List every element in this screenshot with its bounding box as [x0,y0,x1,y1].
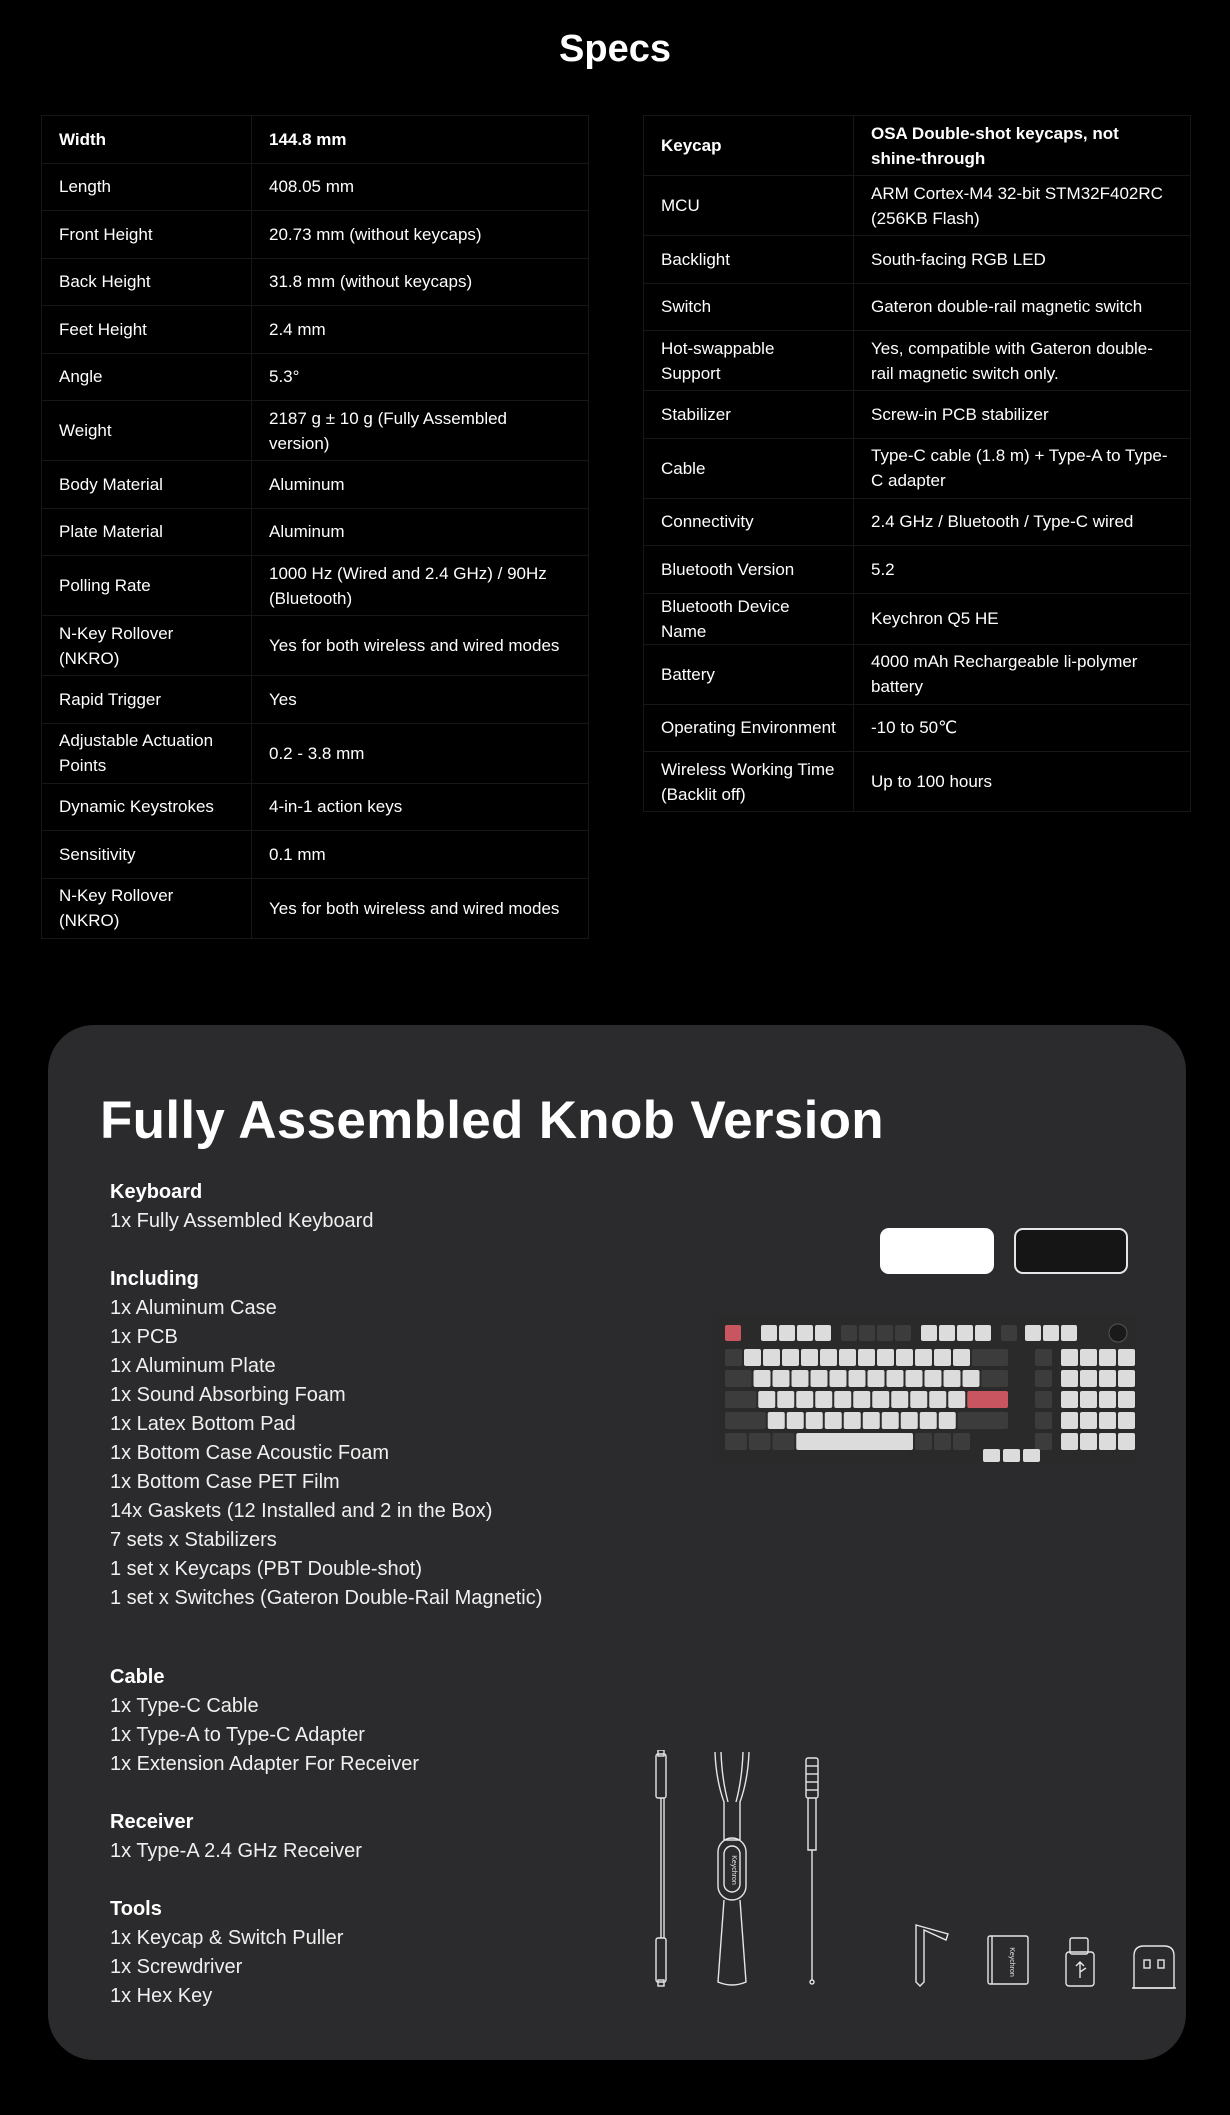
keycap [1025,1325,1041,1341]
spec-row [644,593,1191,644]
keycap [797,1325,813,1341]
spec-label: N-Key Rollover (NKRO) [42,878,252,938]
spec-row [42,831,589,879]
keycap [910,1391,927,1408]
spec-value: OSA Double-shot keycaps, not shine-through [854,116,1191,176]
keycap [825,1412,842,1429]
spec-label: MCU [644,176,854,236]
spec-value: 144.8 mm [252,116,589,164]
keycap [806,1412,823,1429]
specs-table-left [41,115,589,939]
group-cable [110,1663,419,1779]
spec-value: Screw-in PCB stabilizer [854,391,1191,439]
spec-row [42,163,589,211]
spec-value: -10 to 50℃ [854,704,1191,752]
list-item: 1x Type-A 2.4 GHz Receiver [110,1840,362,1862]
keycap [1035,1370,1052,1387]
list-item: 1x Bottom Case PET Film [110,1471,340,1493]
specs-table-right [643,115,1191,812]
specs-title: Specs [559,28,671,70]
spec-row [42,116,589,164]
accessories-image [648,1750,1188,1990]
color-swatch-white[interactable] [880,1228,994,1274]
spec-value: 1000 Hz (Wired and 2.4 GHz) / 90Hz (Bluetooth) [252,556,589,616]
spec-value: Yes for both wireless and wired modes [252,616,589,676]
spec-row [42,676,589,724]
keycap [754,1370,771,1387]
spec-label: Switch [644,283,854,331]
keycap [906,1370,923,1387]
keycap [929,1391,946,1408]
spec-label: Plate Material [42,508,252,556]
keycap [1099,1412,1116,1429]
group-title: Receiver [110,1811,194,1833]
keycap [934,1433,951,1450]
keycap [1035,1433,1052,1450]
spec-row [42,211,589,259]
usb-adapter-icon [1066,1938,1094,1986]
spec-label: Feet Height [42,306,252,354]
spec-row [42,723,589,783]
spec-value: Gateron double-rail magnetic switch [854,283,1191,331]
keycap [782,1349,799,1366]
keycap [1099,1433,1116,1450]
spec-value: 408.05 mm [252,163,589,211]
arrow-key [1023,1449,1040,1462]
spec-value: Yes for both wireless and wired modes [252,878,589,938]
keycap [1118,1433,1135,1450]
keycap [972,1349,1008,1366]
spec-row [644,644,1191,704]
knob [1109,1324,1127,1342]
spec-row [644,236,1191,284]
group-title: Including [110,1268,199,1290]
list-item: 1x Aluminum Plate [110,1355,276,1377]
keycap [863,1412,880,1429]
keycap [820,1349,837,1366]
keycap [858,1349,875,1366]
spec-label: Sensitivity [42,831,252,879]
spec-row [644,498,1191,546]
keycap [1118,1412,1135,1429]
spec-row [42,556,589,616]
package-contents-panel [48,1025,1186,2060]
keycap [872,1391,889,1408]
keycap [1080,1370,1097,1387]
spec-row [42,401,589,461]
keycap [744,1349,761,1366]
keycap [1118,1349,1135,1366]
spec-value: 4000 mAh Rechargeable li-polymer battery [854,644,1191,704]
spec-row [42,258,589,306]
list-item: 1x Type-C Cable [110,1695,259,1717]
keycap [779,1325,795,1341]
keycap [953,1433,970,1450]
keycap [1118,1370,1135,1387]
spec-value: 0.2 - 3.8 mm [252,723,589,783]
keycap [1061,1325,1077,1341]
spec-label: Rapid Trigger [42,676,252,724]
keycap [891,1391,908,1408]
keycap [1099,1370,1116,1387]
spec-value: 2187 g ± 10 g (Fully Assembled version) [252,401,589,461]
keycap [725,1433,747,1450]
keycap [958,1412,1008,1429]
type-c-cable-icon [656,1750,666,1986]
keycap [801,1349,818,1366]
keycap [849,1370,866,1387]
spec-value: Aluminum [252,461,589,509]
group-receiver [110,1808,362,1866]
keycap [1118,1391,1135,1408]
spec-value: 0.1 mm [252,831,589,879]
spec-value: 2.4 GHz / Bluetooth / Type-C wired [854,498,1191,546]
keycap [887,1370,904,1387]
keycap [934,1349,951,1366]
list-item: 1x Extension Adapter For Receiver [110,1753,420,1775]
list-item: 1x Screwdriver [110,1956,243,1978]
receiver-icon [1132,1946,1176,1988]
hex-key-icon [916,1925,948,1986]
keycap [1080,1412,1097,1429]
keycap [925,1370,942,1387]
keycap [815,1391,832,1408]
keycap [792,1370,809,1387]
spec-row [644,331,1191,391]
keycap [877,1349,894,1366]
spec-value: 2.4 mm [252,306,589,354]
list-item: 1 set x Keycaps (PBT Double-shot) [110,1558,422,1580]
spec-value: Type-C cable (1.8 m) + Type-A to Type-C adapter [854,438,1191,498]
keycap [725,1349,742,1366]
keycap [1080,1433,1097,1450]
keycap [1001,1325,1017,1341]
keycap [768,1412,785,1429]
spec-label: Front Height [42,211,252,259]
spec-label: Dynamic Keystrokes [42,783,252,831]
keycap [1035,1391,1052,1408]
escape-key [725,1325,741,1341]
spec-label: Bluetooth Version [644,546,854,594]
keycap [967,1391,1008,1408]
spec-row [42,461,589,509]
spec-value: Yes [252,676,589,724]
list-item: 1x PCB [110,1326,178,1348]
spec-row [644,176,1191,236]
spec-row [42,878,589,938]
list-item: 1x Latex Bottom Pad [110,1413,296,1435]
keycap [796,1391,813,1408]
spec-label: Bluetooth Device Name [644,593,854,644]
spec-row [644,438,1191,498]
list-item: 7 sets x Stabilizers [110,1529,277,1551]
spec-label: Angle [42,353,252,401]
spec-label: Back Height [42,258,252,306]
extension-adapter-icon [988,1936,1028,1984]
spec-label: N-Key Rollover (NKRO) [42,616,252,676]
keycap [915,1433,932,1450]
keycap [725,1412,766,1429]
keycap [1035,1412,1052,1429]
keycap [939,1412,956,1429]
group-title: Keyboard [110,1181,203,1203]
spec-row [42,508,589,556]
keycap [1061,1370,1078,1387]
keycap [896,1349,913,1366]
list-item: 1x Fully Assembled Keyboard [110,1210,374,1232]
spec-row [644,391,1191,439]
keycap [853,1391,870,1408]
keycap [948,1391,965,1408]
spec-value: 4-in-1 action keys [252,783,589,831]
keycap [944,1370,961,1387]
spec-value: 5.3° [252,353,589,401]
keycap [953,1349,970,1366]
adapter-brand-text: Keychron [1008,1947,1015,1977]
spec-label: Battery [644,644,854,704]
spec-row [42,616,589,676]
spec-label: Adjustable Actuation Points [42,723,252,783]
keycap [921,1325,937,1341]
keycap [787,1412,804,1429]
spec-row [644,283,1191,331]
group-keyboard [110,1178,373,1236]
keycap [1099,1349,1116,1366]
spec-label: Operating Environment [644,704,854,752]
spec-label: Length [42,163,252,211]
list-item: 1x Type-A to Type-C Adapter [110,1724,365,1746]
keycap [975,1325,991,1341]
keycap [725,1391,756,1408]
keycap [859,1325,875,1341]
keycap [1061,1391,1078,1408]
spec-row [42,306,589,354]
spec-value: Aluminum [252,508,589,556]
keycap [957,1325,973,1341]
keycap [761,1325,777,1341]
spec-value: Keychron Q5 HE [854,593,1191,644]
keycap [763,1349,780,1366]
spec-value: Up to 100 hours [854,752,1191,812]
keycap [1035,1349,1052,1366]
group-title: Cable [110,1666,165,1688]
keycap [1080,1391,1097,1408]
spec-value: Yes, compatible with Gateron double-rail magnetic switch only. [854,331,1191,391]
keycap [773,1370,790,1387]
keyboard-image [713,1315,1137,1465]
spec-row [42,783,589,831]
spec-label: Cable [644,438,854,498]
package-title: Fully Assembled Knob Version [100,1091,884,1150]
keycap [882,1412,899,1429]
spec-value: 5.2 [854,546,1191,594]
list-item: 1x Hex Key [110,1985,213,2007]
keycap [830,1370,847,1387]
list-item: 1x Keycap & Switch Puller [110,1927,344,1949]
spec-value: 31.8 mm (without keycaps) [252,258,589,306]
keycap [1043,1325,1059,1341]
spec-label: Connectivity [644,498,854,546]
keycap [815,1325,831,1341]
arrow-key [983,1449,1000,1462]
spec-row [644,116,1191,176]
keycap [895,1325,911,1341]
keycap [796,1433,913,1450]
spec-value: 20.73 mm (without keycaps) [252,211,589,259]
spec-value: ARM Cortex-M4 32-bit STM32F402RC (256KB Flash) [854,176,1191,236]
keycap [841,1325,857,1341]
keycap [1061,1433,1078,1450]
spec-row [644,752,1191,812]
spec-label: Polling Rate [42,556,252,616]
list-item: 1x Bottom Case Acoustic Foam [110,1442,390,1464]
spec-row [42,353,589,401]
group-title: Tools [110,1898,162,1920]
keycap [901,1412,918,1429]
puller-brand-text: Keychron [730,1855,737,1885]
arrow-key [1003,1449,1020,1462]
keycap [839,1349,856,1366]
keycap [725,1370,752,1387]
spec-label: Keycap [644,116,854,176]
keycap [834,1391,851,1408]
color-swatch-black[interactable] [1014,1228,1128,1274]
keycap [844,1412,861,1429]
keycap [1061,1412,1078,1429]
keycap [963,1370,980,1387]
list-item: 14x Gaskets (12 Installed and 2 in the Box) [110,1500,493,1522]
list-item: 1 set x Switches (Gateron Double-Rail Magnetic) [110,1587,543,1609]
list-item: 1x Aluminum Case [110,1297,277,1319]
keycap [777,1391,794,1408]
keycap [1080,1349,1097,1366]
spec-label: Hot-swappable Support [644,331,854,391]
spec-label: Width [42,116,252,164]
keycap [1099,1391,1116,1408]
keycap [749,1433,771,1450]
spec-label: Body Material [42,461,252,509]
spec-label: Wireless Working Time (Backlit off) [644,752,854,812]
keycap [939,1325,955,1341]
keycap [1061,1349,1078,1366]
list-item: 1x Sound Absorbing Foam [110,1384,346,1406]
group-including [110,1265,542,1613]
spec-label: Weight [42,401,252,461]
keycap [773,1433,795,1450]
keycap [811,1370,828,1387]
spec-row [644,546,1191,594]
spec-row [644,704,1191,752]
spec-label: Backlight [644,236,854,284]
keycap [877,1325,893,1341]
spec-value: South-facing RGB LED [854,236,1191,284]
keycap [920,1412,937,1429]
keycap [915,1349,932,1366]
spec-label: Stabilizer [644,391,854,439]
screwdriver-icon [806,1758,818,1984]
keycap-puller-icon [715,1752,749,1985]
keycap [982,1370,1009,1387]
keycap [868,1370,885,1387]
keycap [758,1391,775,1408]
group-tools [110,1895,343,2011]
